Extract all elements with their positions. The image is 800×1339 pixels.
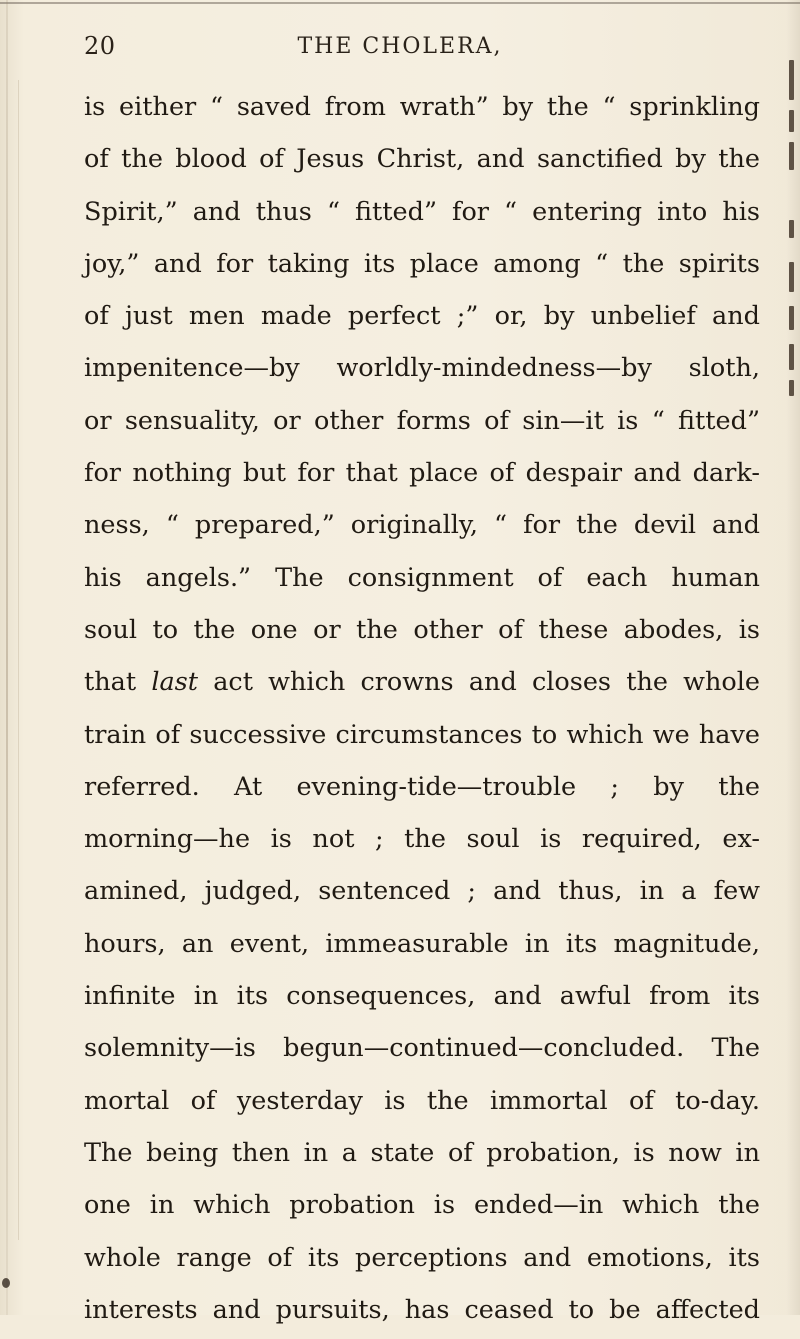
edge-mark xyxy=(789,306,794,330)
ink-smudge xyxy=(2,1278,10,1288)
running-head xyxy=(0,28,800,68)
text-line: one in which probation is ended—in which the xyxy=(84,1190,760,1221)
edge-mark xyxy=(789,380,794,396)
binding-shadow-line xyxy=(18,80,19,1240)
text-line: joy,” and for taking its place among “ the spirits xyxy=(84,248,760,279)
page-right-edge xyxy=(786,0,800,1315)
text-line: amined, judged, sentenced ; and thus, in a few xyxy=(84,876,760,907)
text-line: soul to the one or the other of these abodes, is xyxy=(84,614,760,645)
text-line: of the blood of Jesus Christ, and sanctified by the xyxy=(84,144,760,175)
text-line: solemnity—is begun—continued—concluded. The xyxy=(84,1033,760,1064)
text-line: mortal of yesterday is the immortal of to-day. xyxy=(84,1085,760,1116)
text-line: referred. At evening-tide—trouble ; by the xyxy=(84,771,760,802)
page-number: 20 xyxy=(84,32,116,60)
edge-mark xyxy=(789,142,794,170)
edge-mark xyxy=(789,110,794,132)
binding-gutter xyxy=(6,0,8,1315)
text-line: impenitence—by worldly-mindedness—by sloth, xyxy=(84,353,760,384)
italic-word: last xyxy=(151,667,199,698)
body-text xyxy=(84,84,760,1339)
text-line: his angels.” The consignment of each human xyxy=(84,562,760,593)
text-line-with-italic xyxy=(84,659,760,711)
edge-mark xyxy=(789,344,794,370)
text-line: train of successive circumstances to which we have xyxy=(84,719,760,750)
top-edge-rule xyxy=(0,2,800,4)
text-line: infinite in its consequences, and awful from its xyxy=(84,981,760,1012)
line-rest: act which crowns and closes the whole xyxy=(213,667,761,698)
text-line: for nothing but for that place of despair and dark- xyxy=(84,458,760,489)
text-line: hours, an event, immeasurable in its magnitude, xyxy=(84,928,760,959)
text-line: whole range of its perceptions and emotions, its xyxy=(84,1242,760,1273)
text-line: is either “ saved from wrath” by the “ sprinkling xyxy=(84,92,760,122)
line-start: that xyxy=(84,667,137,698)
text-line: ness, “ prepared,” originally, “ for the devil and xyxy=(84,510,760,541)
edge-mark xyxy=(789,262,794,292)
text-line: interests and pursuits, has ceased to be affected xyxy=(84,1294,760,1325)
text-line: morning—he is not ; the soul is required, ex- xyxy=(84,824,760,855)
text-line: The being then in a state of probation, is now in xyxy=(84,1137,760,1168)
running-title: THE CHOLERA, xyxy=(297,34,503,59)
edge-mark xyxy=(789,220,794,238)
text-line: of just men made perfect ;” or, by unbelief and xyxy=(84,301,760,332)
text-line: Spirit,” and thus “ fitted” for “ entering into his xyxy=(84,196,760,227)
text-line: or sensuality, or other forms of sin—it is “ fitted” xyxy=(84,405,760,436)
